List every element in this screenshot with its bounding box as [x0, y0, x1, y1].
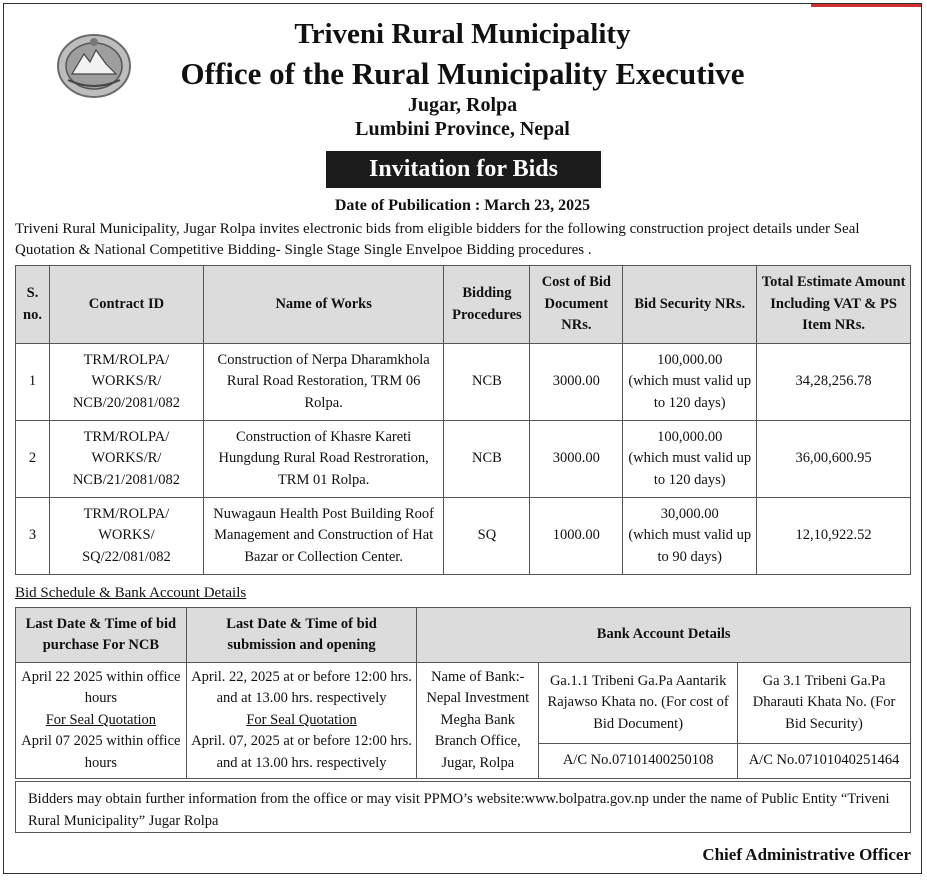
cell-bid-security: [623, 421, 757, 498]
cell-purchase-dates: [16, 663, 187, 779]
office-name: Office of the Rural Municipality Executive: [180, 56, 745, 91]
signatory-title: Chief Administrative Officer: [702, 845, 911, 864]
security-validity: (which must valid up to 120 days): [628, 450, 752, 488]
submission-sq: April. 07, 2025 at or before 12:00 hrs. and at 13.00 hrs. respectively: [191, 733, 412, 771]
cell-account2-number: A/C No.07101040251464: [738, 744, 911, 779]
schedule-section-title: Bid Schedule & Bank Account Details: [15, 585, 247, 601]
cell-bank-name: Name of Bank:- Nepal Investment Megha Bank Branch Office, Jugar, Rolpa: [417, 663, 539, 779]
cell-total-estimate: 36,00,600.95: [757, 421, 911, 498]
cell-name-of-works: Nuwagaun Health Post Building Roof Management and Construction of Hat Bazar or Collection Center.: [203, 498, 444, 575]
col-header-submission: Last Date & Time of bid submission and opening: [186, 608, 417, 663]
cell-procedure: SQ: [444, 498, 530, 575]
cell-account1-number: A/C No.07101400250108: [539, 744, 738, 779]
table-row: [16, 498, 911, 575]
schedule-header-row: [16, 608, 911, 663]
works-table: [15, 265, 911, 575]
top-accent-bar: [811, 4, 921, 7]
publication-date: Date of Pubilication : March 23, 2025: [334, 197, 591, 214]
cell-bid-security: [623, 344, 757, 421]
submission-ncb: April. 22, 2025 at or before 12:00 hrs. and at 13.00 hrs. respectively: [191, 668, 412, 707]
municipality-name: Triveni Rural Municipality: [294, 18, 631, 50]
bid-notice-page: [3, 3, 922, 874]
purchase-ncb: April 22 2025 within office hours: [21, 668, 181, 707]
cell-contract-id: TRM/ROLPA/ WORKS/R/ NCB/20/2081/082: [49, 344, 203, 421]
cell-procedure: NCB: [444, 344, 530, 421]
purchase-sq-label: For Seal Quotation: [45, 711, 157, 728]
works-table-header-row: [16, 266, 911, 344]
col-header-bidding-procedures: Bidding Procedures: [444, 266, 530, 344]
further-info-note: Bidders may obtain further information from the office or may visit PPMO’s website:www.bolpatra.gov.np under the name of Public Entity “Triveni Rural Municipality” Jugar Rolpa: [15, 781, 911, 833]
intro-paragraph: Triveni Rural Municipality, Jugar Rolpa invites electronic bids from eligible bidders for the following construction project details under Seal Quotation & National Competitive Bidding- Single Stage Single Envelpoe Bidding procedures .: [15, 221, 860, 258]
col-header-total-estimate: Total Estimate Amount Including VAT & PS Item NRs.: [757, 266, 911, 344]
col-header-contract-id: Contract ID: [49, 266, 203, 344]
cell-cost: 1000.00: [530, 498, 623, 575]
cell-sno: 2: [16, 421, 50, 498]
security-amount: 100,000.00: [657, 428, 723, 445]
cell-total-estimate: 12,10,922.52: [757, 498, 911, 575]
cell-account1-title: Ga.1.1 Tribeni Ga.Pa Aantarik Rajawso Khata no. (For cost of Bid Document): [539, 663, 738, 744]
submission-sq-label: For Seal Quotation: [246, 711, 357, 728]
col-header-cost: Cost of Bid Document NRs.: [530, 266, 623, 344]
cell-sno: 3: [16, 498, 50, 575]
table-row: [16, 421, 911, 498]
col-header-name-of-works: Name of Works: [203, 266, 444, 344]
cell-contract-id: TRM/ROLPA/ WORKS/ SQ/22/081/082: [49, 498, 203, 575]
office-location: Jugar, Rolpa: [407, 94, 518, 116]
schedule-row: [16, 663, 911, 744]
cell-name-of-works: Construction of Khasre Kareti Hungdung Rural Road Restroration, TRM 01 Rolpa.: [203, 421, 444, 498]
cell-sno: 1: [16, 344, 50, 421]
schedule-table: [15, 607, 911, 779]
security-validity: (which must valid up to 120 days): [628, 373, 752, 411]
cell-procedure: NCB: [444, 421, 530, 498]
cell-submission-dates: [186, 663, 417, 779]
notice-title-banner: Invitation for Bids: [326, 151, 601, 188]
cell-total-estimate: 34,28,256.78: [757, 344, 911, 421]
col-header-sno: S. no.: [16, 266, 50, 344]
security-amount: 30,000.00: [660, 505, 719, 522]
table-row: [16, 344, 911, 421]
province-country: Lumbini Province, Nepal: [355, 118, 570, 140]
col-header-bank: Bank Account Details: [417, 608, 911, 663]
security-amount: 100,000.00: [657, 351, 723, 368]
cell-contract-id: TRM/ROLPA/ WORKS/R/ NCB/21/2081/082: [49, 421, 203, 498]
cell-cost: 3000.00: [530, 421, 623, 498]
cell-name-of-works: Construction of Nerpa Dharamkhola Rural Road Restoration, TRM 06 Rolpa.: [203, 344, 444, 421]
security-validity: (which must valid up to 90 days): [628, 527, 752, 565]
purchase-sq: April 07 2025 within office hours: [21, 733, 181, 771]
cell-account2-title: Ga 3.1 Tribeni Ga.Pa Dharauti Khata No. (For Bid Security): [738, 663, 911, 744]
cell-bid-security: [623, 498, 757, 575]
cell-cost: 3000.00: [530, 344, 623, 421]
col-header-purchase: Last Date & Time of bid purchase For NCB: [16, 608, 187, 663]
col-header-bid-security: Bid Security NRs.: [623, 266, 757, 344]
